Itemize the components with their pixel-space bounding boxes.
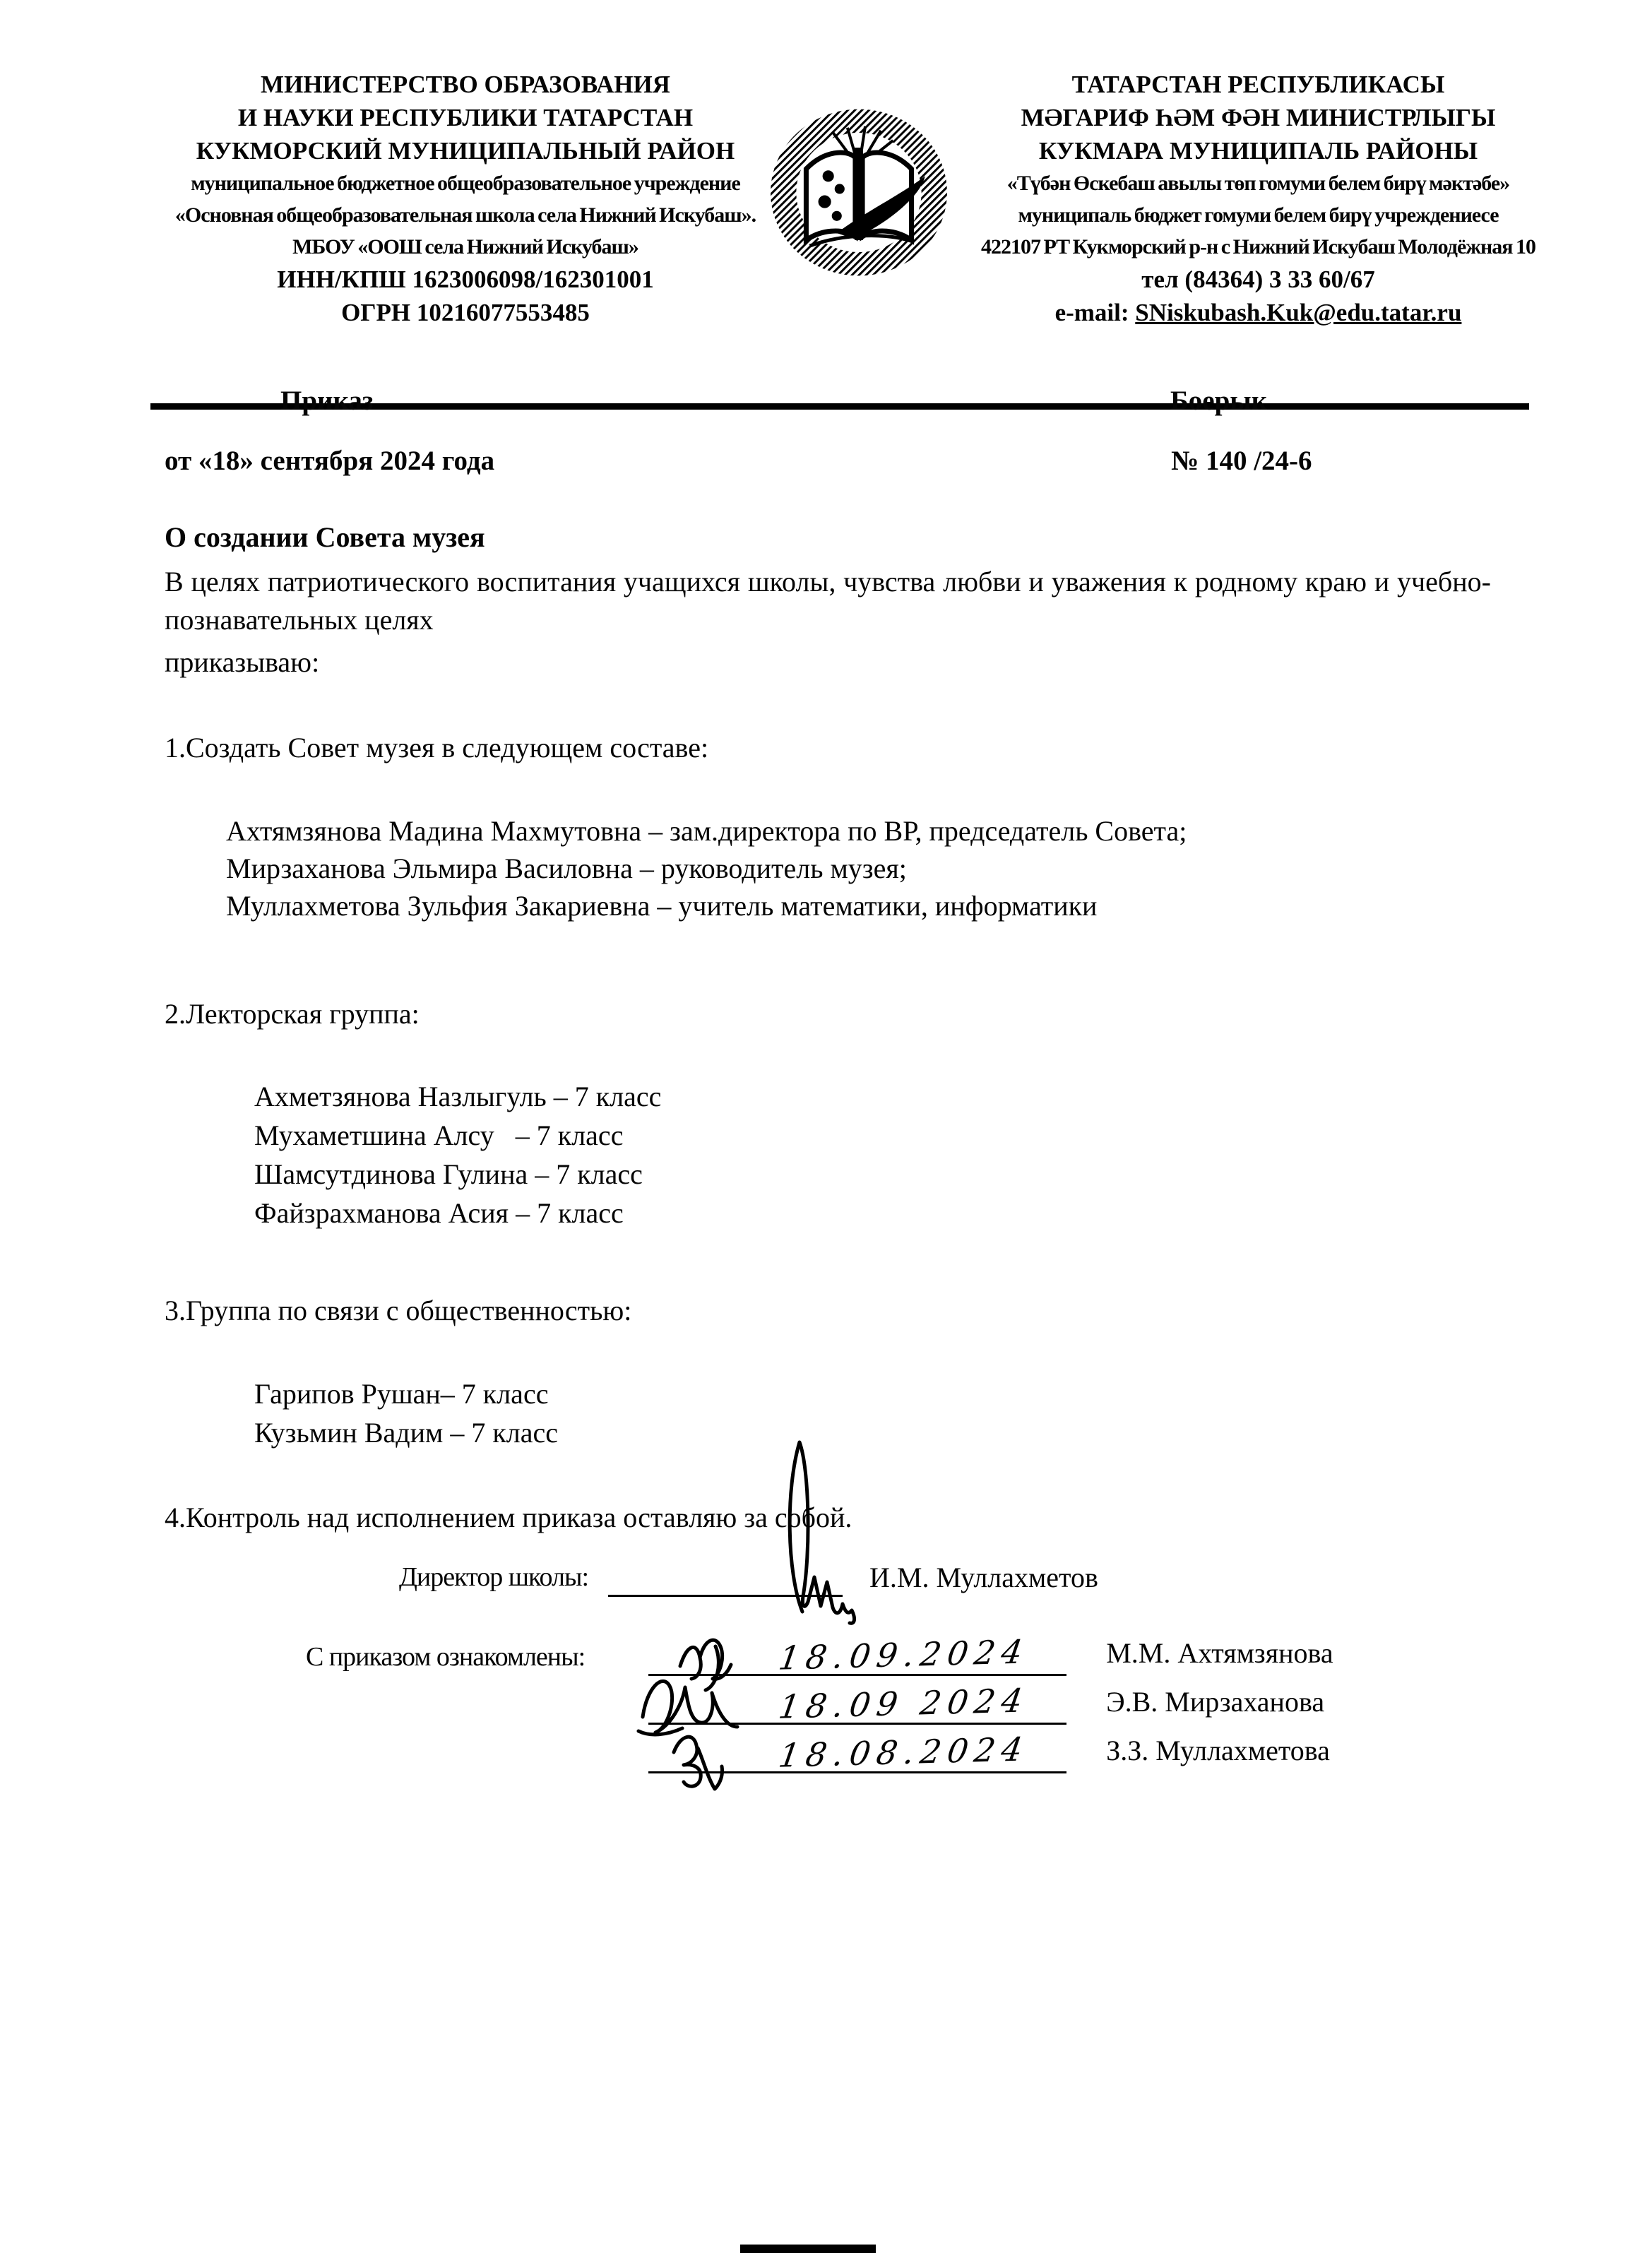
org-fullname-line: «Основная общеобразовательная школа села Нижний Искубаш».: [174, 203, 756, 227]
member-line: Кузьмин Вадим – 7 класс: [254, 1416, 558, 1449]
org-fullname-line-tt: «Түбән Өскебаш авылы төп гомуми белем бирү мәктәбе»: [1006, 172, 1510, 195]
member-line: Ахтямзянова Мадина Махмутовна – зам.директора по ВР, председатель Совета;: [226, 815, 1187, 848]
order-body: [165, 519, 1491, 1537]
member-line: Муллахметова Зульфия Закариевна – учитель математики, информатики: [226, 890, 1098, 922]
director-name: И.М. Муллахметов: [869, 1562, 1098, 1593]
member-line: Шамсутдинова Гулина – 7 класс: [254, 1158, 643, 1191]
org-type-line-tt: муниципаль бюджет гомуми белем бирү учреждениесе: [1018, 203, 1499, 227]
acknowledgement-date: 18.08.2024: [776, 1730, 1032, 1775]
school-emblem-logo: [767, 105, 951, 280]
order-date: от «18» сентября 2024 года: [165, 446, 495, 476]
acknowledgement-date: 18.09.2024: [776, 1632, 1032, 1677]
org-name-line: И НАУКИ РЕСПУБЛИКИ ТАТАРСТАН: [237, 104, 694, 131]
section-2-heading: 2.Лекторская группа:: [165, 998, 420, 1030]
order-number: № 140 /24-6: [1171, 446, 1312, 476]
director-signature-icon: [735, 1434, 897, 1628]
org-email-line: [934, 296, 1582, 329]
acknowledgement-name: З.З. Муллахметова: [1106, 1735, 1330, 1766]
member-line: Ахметзянова Назлыгуль – 7 класс: [254, 1081, 662, 1113]
org-shortname-line: МБОУ «ООШ села Нижний Искубаш»: [292, 235, 638, 258]
acknowledgement-label: С приказом ознакомлены:: [306, 1642, 586, 1672]
order-title-tt: Боерык: [1170, 386, 1268, 416]
director-label: Директор школы:: [399, 1562, 589, 1592]
open-book-quill-emblem-icon: [767, 271, 951, 283]
director-signature-row: [165, 1558, 1098, 1597]
order-subject: О создании Совета музея: [165, 521, 485, 553]
section-1-members: [165, 812, 1491, 925]
acknowledgement-name: Э.В. Мирзаханова: [1106, 1686, 1325, 1718]
org-address-line: 422107 РТ Кукморский р-н с Нижний Искубаш Молодёжная 10: [980, 235, 1536, 258]
org-name-line-tt: МӘГАРИФ ҺӘМ ФӘН МИНИСТРЛЫГЫ: [1021, 104, 1496, 131]
section-1-heading: 1.Создать Совет музея в следующем составе:: [165, 731, 709, 763]
email-label: e-mail:: [1054, 299, 1129, 326]
order-purpose: В целях патриотического воспитания учащихся школы, чувства любви и уважения к родному краю и учебно-познавательных целях: [165, 565, 1491, 636]
acknowledgement-row: [648, 1725, 1330, 1775]
decree-word: приказываю:: [165, 646, 320, 678]
acknowledgement-block: [165, 1627, 1333, 1775]
acknowledgement-date: 18.09 2024: [776, 1681, 1032, 1726]
org-type-line: муниципальное бюджетное общеобразовательное учреждение: [191, 172, 740, 195]
member-line: Гарипов Рушан– 7 класс: [254, 1377, 549, 1410]
order-title-ru: Приказ: [280, 386, 374, 416]
org-inn-kpp: ИНН/КПШ 1623006098/162301001: [277, 266, 654, 293]
letterhead-left: [143, 68, 788, 329]
acknowledgement-row: [648, 1676, 1325, 1726]
signature-icon: [661, 1718, 767, 1793]
member-line: Мирзаханова Эльмира Василовна – руководитель музея;: [226, 852, 907, 885]
org-phone-line: тел (84364) 3 33 60/67: [1141, 266, 1375, 293]
letterhead-right: [934, 68, 1582, 329]
org-name-line-tt: КУКМАРА МУНИЦИПАЛЬ РАЙОНЫ: [1038, 137, 1478, 165]
section-3-heading: 3.Группа по связи с общественностью:: [165, 1295, 632, 1327]
member-line: Файзрахманова Асия – 7 класс: [254, 1197, 624, 1230]
section-4-heading: 4.Контроль над исполнением приказа оставляю за собой.: [165, 1501, 852, 1533]
acknowledgement-rows: [648, 1627, 1333, 1775]
section-2-members: [165, 1077, 1491, 1232]
org-ogrn: ОГРН 10216077553485: [341, 299, 590, 326]
org-name-line-tt: ТАТАРСТАН РЕСПУБЛИКАСЫ: [1071, 71, 1445, 98]
scan-artifact: [740, 2245, 876, 2253]
org-name-line: МИНИСТЕРСТВО ОБРАЗОВАНИЯ: [261, 71, 670, 98]
org-name-line: КУКМОРСКИЙ МУНИЦИПАЛЬНЫЙ РАЙОН: [196, 137, 735, 165]
acknowledgement-name: М.М. Ахтямзянова: [1106, 1637, 1333, 1669]
email-address: SNiskubash.Kuk@edu.tatar.ru: [1135, 299, 1462, 326]
member-line: Мухаметшина Алсу – 7 класс: [254, 1119, 624, 1152]
